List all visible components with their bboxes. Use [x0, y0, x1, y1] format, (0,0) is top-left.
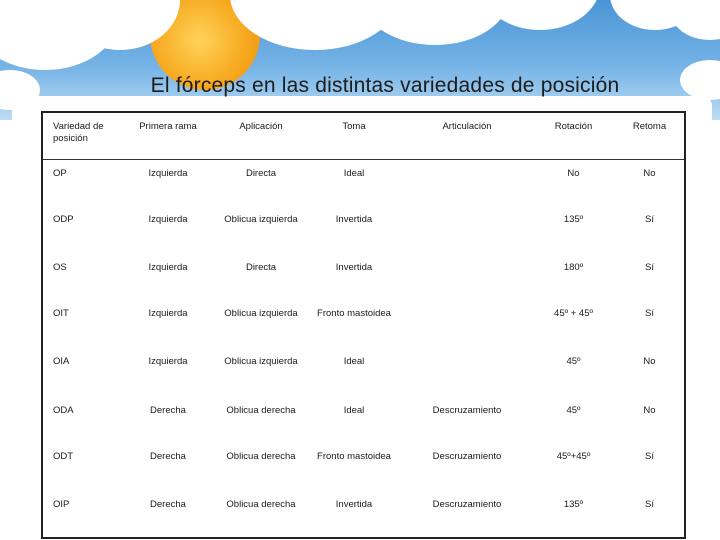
header-cell: Retoma [632, 121, 667, 132]
table-cell: OIP [53, 498, 70, 510]
table-cell: Derecha [150, 498, 186, 510]
table-row [42, 348, 685, 396]
table-cell: Derecha [150, 404, 186, 416]
table-cell [402, 206, 532, 254]
table-cell: Directa [245, 168, 277, 179]
table-cell: Fronto mastoidea [317, 308, 391, 320]
table-cell: No [643, 356, 656, 368]
table-cell: 180º [563, 262, 584, 274]
table-cell: Oblicua izquierda [224, 308, 298, 320]
table-cell: Directa [245, 262, 277, 274]
table-cell: Invertida [335, 498, 373, 510]
slide-title: El fórceps en las distintas variedades de posición [150, 74, 620, 97]
table-row [42, 160, 685, 207]
table-row [42, 254, 685, 300]
table-cell: Oblicua izquierda [224, 214, 298, 226]
table-row [42, 491, 685, 538]
table-cell: No [643, 404, 656, 416]
table-cell: OIT [53, 308, 69, 320]
header-cell: Variedad de posición [53, 121, 104, 144]
table-cell: Ideal [343, 356, 365, 368]
table-cell: Derecha [150, 450, 186, 462]
table-cell: Izquierda [148, 262, 188, 274]
table-cell: Oblicua derecha [226, 404, 296, 416]
table-cell [402, 160, 532, 207]
table-cell: OP [53, 168, 67, 179]
table-cell: Sí [645, 262, 654, 274]
table-cell: 135º [563, 214, 584, 226]
table-cell: Sí [645, 498, 654, 510]
table-cell: ODP [53, 214, 74, 226]
table-cell: Fronto mastoidea [317, 450, 391, 462]
table-cell [402, 254, 532, 300]
table-cell: 45º [566, 404, 581, 416]
table-row [42, 300, 685, 348]
table-cell: Descruzamiento [432, 450, 502, 462]
table-cell: ODA [53, 404, 74, 416]
table-cell: Oblicua derecha [226, 450, 296, 462]
table-cell: Invertida [335, 262, 373, 274]
header-cell: Articulación [442, 121, 492, 132]
table-cell: No [567, 168, 580, 179]
header-cell: Toma [342, 121, 366, 132]
table-row [42, 397, 685, 443]
table-header-row [42, 112, 685, 160]
header-cell: Aplicación [239, 121, 283, 132]
table-cell: Descruzamiento [432, 404, 502, 416]
table-cell: Sí [645, 308, 654, 320]
table-cell: OIA [53, 356, 70, 368]
table-cell: ODT [53, 450, 74, 462]
table-cell: 45º [566, 356, 581, 368]
table-cell: Ideal [343, 404, 365, 416]
table-cell: 135º [563, 498, 584, 510]
table-cell: Ideal [343, 168, 365, 179]
table-cell: Invertida [335, 214, 373, 226]
table-row [42, 443, 685, 491]
table-cell: Izquierda [148, 214, 188, 226]
table-cell: Sí [645, 450, 654, 462]
table-cell: Izquierda [148, 308, 188, 320]
table-cell: Sí [645, 214, 654, 226]
table-cell: No [643, 168, 656, 179]
table-cell: OS [53, 262, 67, 274]
table-cell: Oblicua derecha [226, 498, 296, 510]
header-cell: Rotación [554, 121, 593, 132]
table-row [42, 206, 685, 254]
forceps-position-table [41, 111, 686, 539]
table-cell [402, 348, 532, 396]
table-cell: Descruzamiento [432, 498, 502, 510]
table-cell: Izquierda [148, 168, 188, 179]
table-cell: 45º + 45º [554, 308, 593, 320]
table-cell [402, 300, 532, 348]
table-cell: 45º+45º [556, 450, 591, 462]
table-cell: Izquierda [148, 356, 188, 368]
table-cell: Oblicua izquierda [224, 356, 298, 368]
header-cell: Primera rama [139, 121, 197, 132]
